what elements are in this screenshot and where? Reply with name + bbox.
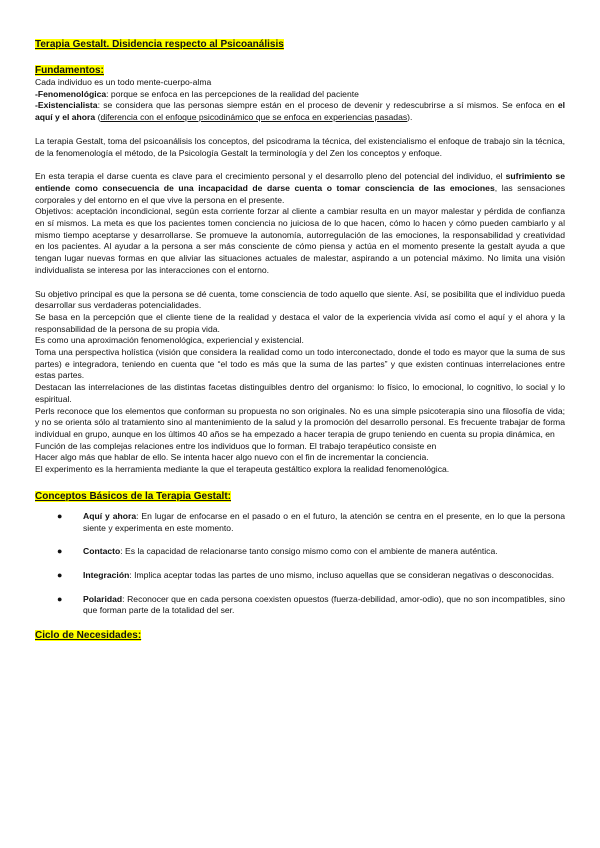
ciclo-heading: Ciclo de Necesidades:: [35, 630, 142, 642]
paragraph-line: Función de las complejas relaciones entre los individuos que lo forman. El trabajo terapéutico consiste en: [35, 440, 437, 451]
page-title: Terapia Gestalt. Disidencia respecto al Psicoanálisis: [35, 39, 284, 50]
conceptos-heading: Conceptos Básicos de la Terapia Gestalt:: [35, 490, 231, 502]
fundamentos-line1: Cada individuo es un todo mente-cuerpo-alma: [35, 77, 212, 87]
bullet-icon: ●: [57, 546, 63, 557]
existencialista-line: -Existencialista: se considera que las personas siempre están en el proceso de devenir y redescubrirse a sí mismos. Se enfoca en el aquí y el ahora (diferencia con el enfoque psicodinámico que se enfoca en experiencias pasadas).: [35, 100, 565, 123]
paragraph-line: Hacer algo más que hablar de ello. Se intenta hacer algo nuevo con el fin de incrementar la conciencia.: [35, 452, 429, 463]
paragraph-line: El experimento es la herramienta mediante la que el terapeuta gestáltico explora la realidad fenomenológica.: [35, 464, 450, 475]
bullet-icon: ●: [57, 593, 63, 604]
paragraph-objetivos: Objetivos: aceptación incondicional, según esta corriente forzar al cliente a cambiar resulta en un mayor malestar y pérdida de confianza en sí mismos. La meta es que los pacientes tomen conciencia no juiciosa de lo que hacen, cómo lo hacen y cómo pueden cambiarlo y al mismo tiempo aceptarse y desarrollarse. Se promueve la autonomía, autorregulación de las emociones, la responsabilidad y creatividad en los pacientes. Al ayudar a la persona a ser más consciente de cómo piensa y actúa en el momento presente la gestalt ayuda a que tengan lugar nuevas formas en que aliviar las situaciones actuales de malestar, aspirando a un potencial máximo. No limita una visión individualista se interesa por las interacciones con el entorno.: [35, 206, 565, 275]
list-item: ● Polaridad: Reconocer que en cada persona coexisten opuestos (fuerza-debilidad, amor-odio), que no son incompatibles, sino que forman parte de la totalidad del ser.: [57, 593, 565, 616]
bullet-icon: ●: [57, 569, 63, 580]
list-item: ● Integración: Implica aceptar todas las partes de uno mismo, incluso aquellas que se consideran negativas o desconocidas.: [57, 569, 555, 580]
paragraph-line: Se basa en la percepción que el cliente tiene de la realidad y destaca el valor de la experiencia vivida así como el aquí y el ahora y la responsabilidad de la persona de su propia vida.: [35, 311, 565, 334]
paragraph-line: Su objetivo principal es que la persona se dé cuenta, tome consciencia de todo aquello que siente. Así, se posibilita que el individuo pueda desarrollar sus verdaderas potencialidades.: [35, 288, 565, 311]
document-body: [35, 38, 565, 642]
paragraph-line: Toma una perspectiva holística (visión que considera la realidad como un todo interconectado, donde el todo es mayor que la suma de sus partes) e integradora, teniendo en cuenta que “el todo es más que la suma de las partes” y que existen continuas interrelaciones entre estas partes.: [35, 347, 565, 381]
fenomenologica-line: -Fenomenológica: porque se enfoca en las percepciones de la realidad del paciente: [35, 88, 359, 99]
paragraph-line: Perls reconoce que los elementos que conforman su propuesta no son originales. No es una simple psicoterapia sino una filosofía de vida; y no se orienta sólo al tratamiento sino al mantenimiento de la salud y la promoción del desarrollo personal. Es frecuente trabajar de forma individual en grupo, aunque en los últimos 40 años se ha empezado a hacer terapia de grupo teniendo en cuenta su propia dinámica, en: [35, 405, 565, 439]
paragraph-origins: La terapia Gestalt, toma del psicoanálisis los conceptos, del psicodrama la técnica, del existencialismo el enfoque de trabajo sin la técnica, de la fenomenología el método, de la Psicología Gestalt la terminología y del Zen los conceptos y enfoque.: [35, 135, 565, 158]
bullet-icon: ●: [57, 510, 63, 521]
conceptos-list: [35, 511, 565, 617]
paragraph-line: Destacan las interrelaciones de las distintas facetas distinguibles dentro del organismo: lo físico, lo emocional, lo cognitivo, lo social y lo espiritual.: [35, 382, 565, 404]
list-item: ● Contacto: Es la capacidad de relacionarse tanto consigo mismo como con el ambiente de manera auténtica.: [57, 546, 498, 557]
list-item: ● Aquí y ahora: En lugar de enfocarse en el pasado o en el futuro, la atención se centra en el presente, en lo que la persona siente y experimenta en este momento.: [57, 510, 565, 533]
paragraph-darse-cuenta: En esta terapia el darse cuenta es clave para el crecimiento personal y el desarrollo pleno del potencial del individuo, el sufrimiento se entiende como consecuencia de una incapacidad de darse cuenta o tomar consciencia de las emociones, las sensaciones corporales y del entorno en el que vive la persona en el presente.: [35, 171, 566, 205]
fundamentos-heading: Fundamentos:: [35, 65, 104, 76]
paragraph-line: Es como una aproximación fenomenológica, experiencial y existencial.: [35, 335, 304, 346]
